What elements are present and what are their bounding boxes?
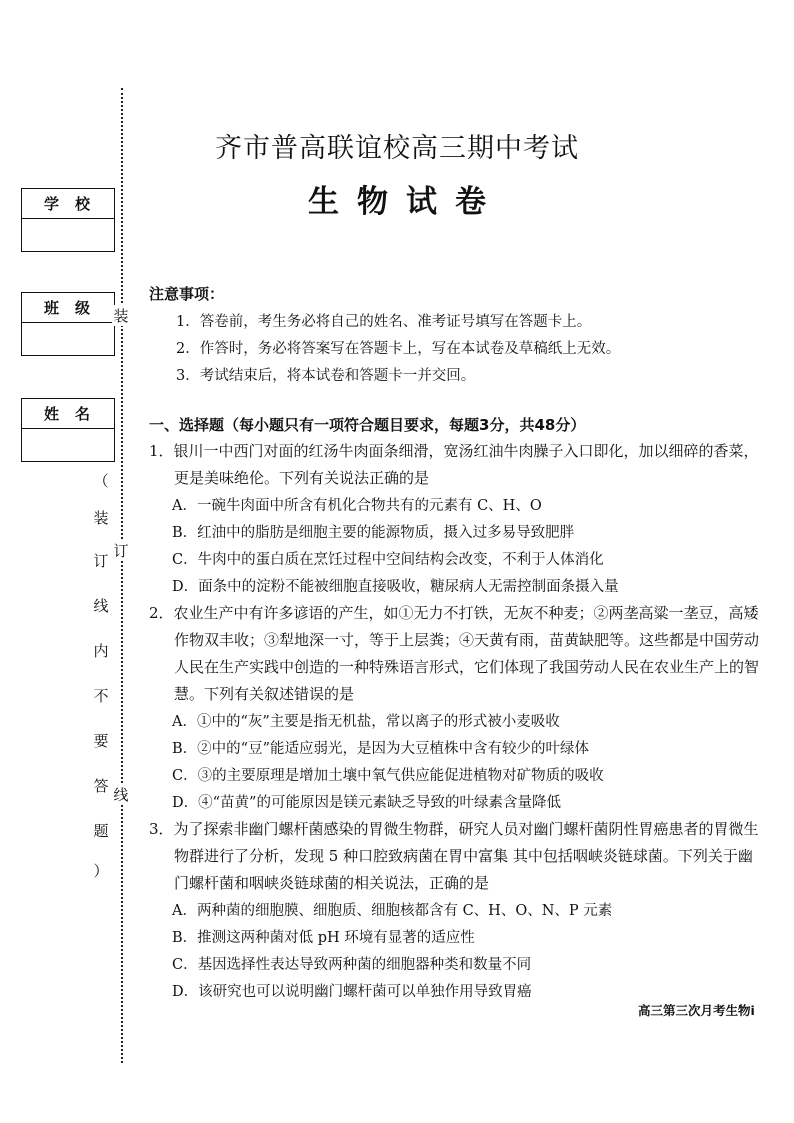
question-2-option-a: A．①中的“灰”主要是指无机盐，常以离子的形式被小麦吸收 bbox=[172, 714, 560, 730]
name-field[interactable] bbox=[22, 429, 114, 461]
section-heading: 一、选择题（每小题只有一项符合题目要求，每题3分，共48分） bbox=[149, 416, 586, 434]
vertical-note-char: 线 bbox=[93, 597, 109, 615]
vertical-note-char: 题 bbox=[93, 822, 109, 840]
binding-char-zhuang: 装 bbox=[113, 307, 129, 325]
vertical-note-char: 要 bbox=[93, 732, 109, 750]
question-3-option-b: B．推测这两种菌对低 pH 环境有显著的适应性 bbox=[172, 930, 475, 946]
question-3-stem-line: 3．为了探索非幽门螺杆菌感染的胃微生物群，研究人员对幽门螺杆菌阴性胃癌患者的胃微生 bbox=[149, 820, 759, 838]
question-2-stem-line: 人民在生产实践中创造的一种特殊语言形式，它们体现了我国劳动人民在农业生产上的智 bbox=[174, 658, 760, 676]
question-1-option-b: B．红油中的脂肪是细胞主要的能源物质，摄入过多易导致肥胖 bbox=[172, 525, 575, 541]
notice-item: 2．作答时，务必将答案写在答题卡上，写在本试卷及草稿纸上无效。 bbox=[176, 341, 621, 357]
question-2-option-d: D．④“苗黄”的可能原因是镁元素缺乏导致的叶绿素含量降低 bbox=[172, 795, 561, 811]
question-1-option-a: A．一碗牛肉面中所含有机化合物共有的元素有 C、H、O bbox=[172, 498, 542, 514]
binding-dotted-line bbox=[121, 88, 123, 1063]
question-2-stem-line: 慧。下列有关叙述错误的是 bbox=[174, 685, 355, 703]
notice-heading: 注意事项： bbox=[149, 285, 225, 303]
question-2-option-c: C．③的主要原理是增加土壤中氧气供应能促进植物对矿物质的吸收 bbox=[172, 768, 604, 784]
page-footer: 高三第三次月考生物i bbox=[638, 1003, 755, 1018]
question-3-option-a: A．两种菌的细胞膜、细胞质、细胞核都含有 C、H、O、N、P 元素 bbox=[172, 903, 613, 919]
question-3-option-c: C．基因选择性表达导致两种菌的细胞器种类和数量不同 bbox=[172, 957, 532, 973]
vertical-note-char: （ bbox=[93, 472, 109, 490]
binding-char-ding: 订 bbox=[113, 542, 129, 560]
class-label: 班级 bbox=[22, 293, 114, 323]
exam-title: 齐市普高联谊校高三期中考试 bbox=[215, 133, 579, 164]
binding-char-xian: 线 bbox=[113, 786, 129, 804]
school-label: 学校 bbox=[22, 189, 114, 219]
question-1-stem-line: 更是美味绝伦。下列有关说法正确的是 bbox=[174, 469, 430, 487]
question-3-stem-line: 门螺杆菌和咽峡炎链球菌的相关说法，正确的是 bbox=[174, 874, 490, 892]
vertical-note-char: 内 bbox=[93, 642, 109, 660]
question-1-option-c: C．牛肉中的蛋白质在烹饪过程中空间结构会改变，不利于人体消化 bbox=[172, 552, 604, 568]
vertical-note-char: ） bbox=[93, 862, 109, 880]
question-2-stem-line: 2．农业生产中有许多谚语的产生，如①无力不打铁，无灰不种麦；②两垄高粱一垄豆，高矮 bbox=[149, 604, 759, 622]
question-1-option-d: D．面条中的淀粉不能被细胞直接吸收，糖尿病人无需控制面条摄入量 bbox=[172, 579, 619, 595]
question-2-option-b: B．②中的“豆”能适应弱光，是因为大豆植株中含有较少的叶绿体 bbox=[172, 741, 589, 757]
name-label: 姓名 bbox=[22, 399, 114, 429]
class-field[interactable] bbox=[22, 323, 114, 355]
class-box bbox=[21, 292, 115, 356]
name-box bbox=[21, 398, 115, 462]
vertical-note-char: 不 bbox=[93, 687, 109, 705]
notice-item: 1．答卷前，考生务必将自己的姓名、准考证号填写在答题卡上。 bbox=[176, 314, 592, 330]
vertical-note-char: 答 bbox=[93, 777, 109, 795]
question-2-stem-line: 作物双丰收；③犁地深一寸，等于上层粪；④天黄有雨，苗黄缺肥等。这些都是中国劳动 bbox=[174, 631, 760, 649]
vertical-note-char: 订 bbox=[93, 552, 109, 570]
school-box bbox=[21, 188, 115, 252]
question-3-option-d: D．该研究也可以说明幽门螺杆菌可以单独作用导致胃癌 bbox=[172, 984, 532, 1000]
exam-subtitle: 生物试卷 bbox=[308, 184, 504, 220]
school-field[interactable] bbox=[22, 219, 114, 251]
vertical-note-char: 装 bbox=[93, 509, 109, 527]
notice-item: 3．考试结束后，将本试卷和答题卡一并交回。 bbox=[176, 368, 476, 384]
question-1-stem-line: 1．银川一中西门对面的红汤牛肉面条细滑，宽汤红油牛肉臊子入口即化，加以细碎的香菜， bbox=[149, 442, 759, 460]
question-3-stem-line: 物群进行了分析，发现 5 种口腔致病菌在胃中富集 其中包括咽峡炎链球菌。下列关于幽 bbox=[174, 847, 753, 865]
